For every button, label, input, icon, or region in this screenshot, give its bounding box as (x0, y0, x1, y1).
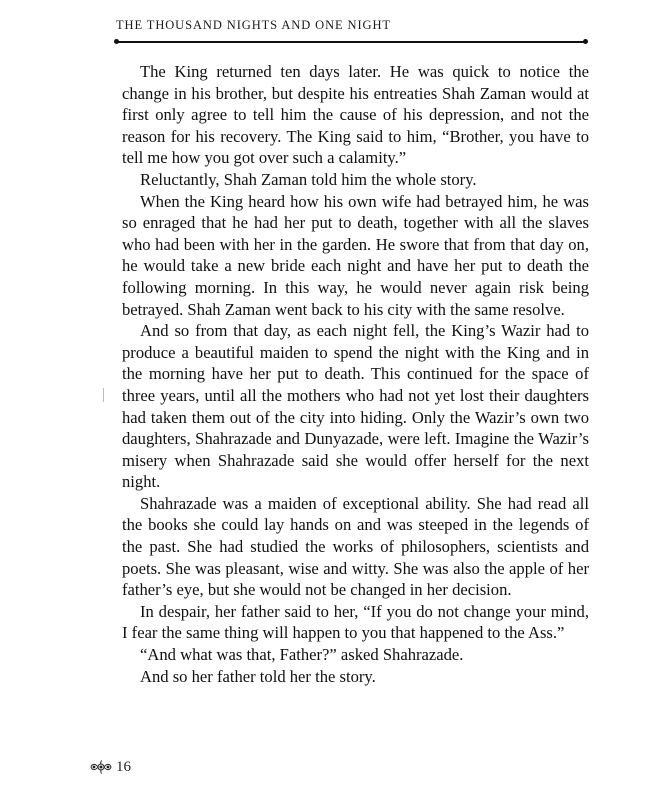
header-rule (114, 38, 588, 46)
paragraph-5: Shahrazade was a maiden of exceptional ability. She had read all the books she could lay hands on and was steeped in the legends of the past. She had studied the works of philosophers, scientists and poets. She was pleasant, wise and witty. She was also the apple of her father’s eye, but she would not be changed in her decision. (122, 493, 589, 600)
running-head: THE THOUSAND NIGHTS AND ONE NIGHT (116, 18, 391, 32)
paragraph-7: “And what was that, Father?” asked Shahrazade. (140, 645, 464, 665)
paragraph-8: And so her father told her the story. (140, 666, 376, 686)
paragraph-2: Reluctantly, Shah Zaman told him the whole story. (140, 169, 477, 189)
rule-line (118, 41, 584, 43)
rule-right-dot-icon (583, 39, 588, 44)
floral-ornament-icon (90, 760, 112, 774)
paragraph-1: The King returned ten days later. He was quick to notice the change in his brother, but despite his entreaties Shah Zaman would at first only agree to tell him the cause of his depression, and not the reason for his recovery. The King said to him, “Brother, you have to tell me how you got over such a calamity.” (122, 62, 589, 168)
paragraph-6: In despair, her father said to her, “If you do not change your mind, I fear the same thing will happen to you that happened to the Ass.” (122, 601, 589, 643)
paragraph-3: When the King heard how his own wife had betrayed him, he was so enraged that he had her put to death, together with all the slaves who had been with her in the garden. He swore that from that day on, he would take a new bride each night and have her put to death the following morning. In this way, he would never again risk being betrayed. Shah Zaman went back to his city with the same resolve. (122, 191, 589, 319)
folio (90, 757, 131, 777)
margin-mark (103, 388, 104, 402)
paragraph-4: And so from that day, as each night fell, the King’s Wazir had to produce a beautiful maiden to spend the night with the King and in the morning have her put to death. This continued for the space of three years, until all the mothers who had not yet lost their daughters had taken them out of the city into hiding. Only the Wazir’s own two daughters, Shahrazade and Dunyazade, were left. Imagine the Wazir’s misery when Shahrazade said she would offer herself for the next night. (122, 321, 589, 492)
page-number: 16 (116, 758, 131, 775)
body-text (122, 61, 589, 687)
